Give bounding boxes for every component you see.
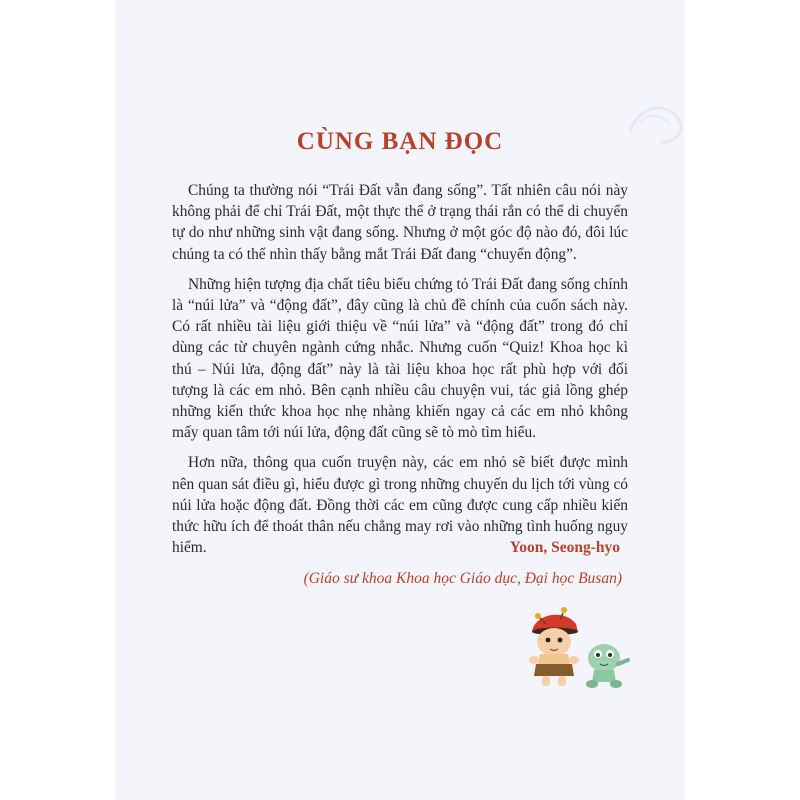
book-page [116,0,684,800]
paragraph-3: Hơn nữa, thông qua cuốn truyện này, các em nhỏ sẽ biết được mình nên quan sát điều gì, hiểu được gì trong những chuyến du lịch tới vùng có núi lửa hoặc động đất. Đồng thời các em cũng được cung cấp nhiều kiến thức hữu ích để thoát thân nếu chẳng may rơi vào những tình huống nguy hiểm. [172,454,628,557]
paragraph-2: Những hiện tượng địa chất tiêu biểu chứng tỏ Trái Đất đang sống chính là “núi lửa” và “động đất”, đây cũng là chủ đề chính của cuốn sách này. Có rất nhiều tài liệu giới thiệu về “núi lửa” và “động đất” trong đó chỉ dùng các từ chuyên ngành cứng nhắc. Nhưng cuốn “Quiz! Khoa học kì thú – Núi lửa, động đất” này là tài liệu khoa học rất phù hợp với đối tượng là các em nhỏ. Bên cạnh nhiều câu chuyện vui, tác giả lồng ghép những kiến thức khoa học nhẹ nhàng khiến ngay cả các em nhỏ không mấy quan tâm tới núi lửa, động đất cũng sẽ tò mò tìm hiểu. [172,275,628,442]
author-affiliation: (Giáo sư khoa Khoa học Giáo dục, Đại học Busan) [303,570,622,587]
author-name: Yoon, Seong-hyo [509,539,620,556]
green-creature [586,644,628,688]
article-body [172,180,628,567]
cartoon-characters-illustration-icon [524,602,634,692]
paragraph-1: Chúng ta thường nói “Trái Đất vẫn đang sống”. Tất nhiên câu nói này không phải để chỉ Trái Đất, một thực thể ở trạng thái rắn có thể di chuyển tự do như những sinh vật đang sống. Nhưng ở một góc độ nào đó, đôi lúc chúng ta có thể nhìn thấy bằng mắt Trái Đất đang “chuyển động”. [172,182,628,263]
boy-character [529,607,579,686]
page-title: CÙNG BẠN ĐỌC [296,128,504,155]
